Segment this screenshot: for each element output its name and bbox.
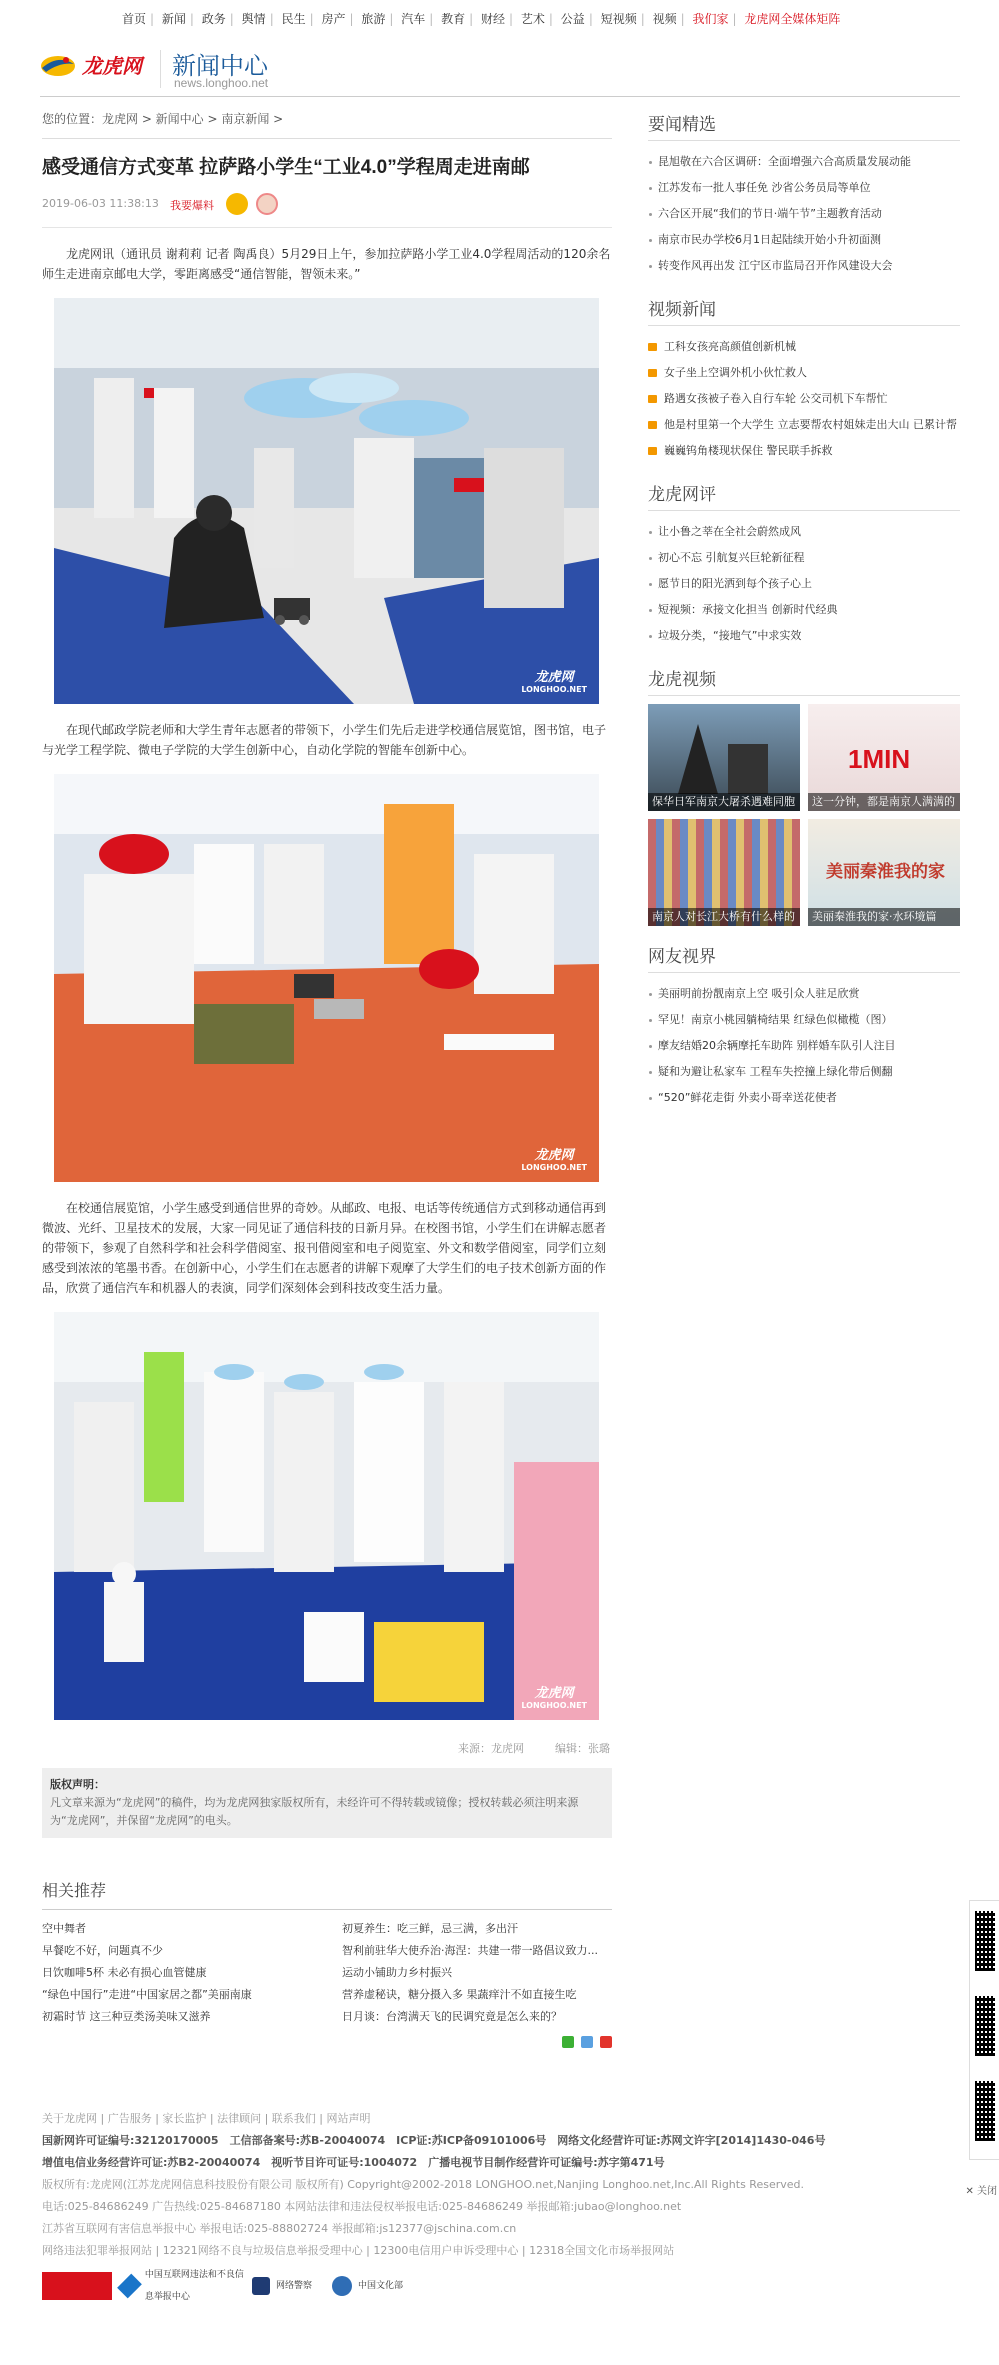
weibo-share-icon[interactable] <box>600 2036 612 2048</box>
share-bar <box>42 2036 612 2052</box>
video-thumb[interactable] <box>808 704 960 811</box>
mascot-avatar-icon[interactable] <box>256 193 278 215</box>
article-column <box>42 110 612 2052</box>
qr-code-strip <box>969 1900 999 2160</box>
divider <box>42 1909 612 1910</box>
article-paragraph: 在校通信展览馆，小学生感受到通信世界的奇妙。从邮政、电报、电话等传统通信方式到移动通信再到微波、光纤、卫星技术的发展，大家一同见证了通信科技的日新月异。在校图书馆，小学生们在讲解志愿者的带领下，参观了自然科学和社会科学借阅室、报刊借阅室和电子阅览室、外文和数学借阅室，同学们立刻感受到浓浓的笔墨书香。在创新中心，小学生们在志愿者的讲解下观摩了大学生们的电子技术创新方面的作品，欣赏了通信汽车和机器人的表演，同学们深刻体会到科技改变生活力量。 <box>42 1201 607 1295</box>
review-heading: 龙虎网评 <box>648 485 716 505</box>
related-item[interactable]: 初霜时节 这三种豆类汤美味又滋养 <box>42 2010 211 2023</box>
review-list <box>648 519 960 649</box>
news-list <box>648 149 960 279</box>
divider <box>648 510 960 511</box>
article-paragraph: 龙虎网讯（通讯员 谢莉莉 记者 陶禹良）5月29日上午，参加拉萨路小学工业4.0学程周活动的120余名师生走进南京邮电大学，零距离感受“通信智能，智领未来。” <box>42 247 611 281</box>
cyber-police-logo[interactable]: 网络警察 <box>252 2272 322 2300</box>
video-heading: 龙虎视频 <box>648 670 716 690</box>
video-news-item[interactable]: 工科女孩亮高颜值创新机械 <box>648 334 960 360</box>
nav-item[interactable]: 政务 <box>201 12 226 26</box>
article-photo-1 <box>54 298 599 704</box>
netizen-item[interactable]: “520”鲜花走街 外卖小哥幸送花使者 <box>648 1085 960 1111</box>
video-thumb[interactable] <box>808 819 960 926</box>
breadcrumb[interactable]: 您的位置：龙虎网 > 新闻中心 > 南京新闻 > <box>42 112 284 126</box>
header-divider <box>40 96 960 97</box>
photo-watermark: 龙虎网 LONGHOO.NET <box>521 1148 587 1172</box>
netizen-item[interactable]: 摩友结婚20余辆摩托车助阵 别样婚车队引人注目 <box>648 1033 960 1059</box>
qr-code-icon <box>975 2081 995 2141</box>
article-source <box>42 1740 612 1756</box>
police-icon <box>252 2277 270 2295</box>
related-item[interactable]: 初夏养生：吃三鲜，忌三满，多出汗 <box>342 1922 518 1935</box>
section-domain: news.longhoo.net <box>174 76 269 90</box>
report-link[interactable]: 我要爆料 <box>170 199 214 212</box>
license-line: 国新网许可证编号:32120170005 工信部备案号:苏B-20040074 ICP证:苏ICP备09101006号 网络文化经营许可证:苏网文许字[2014]1430-046号 <box>42 2134 826 2147</box>
nav-item[interactable]: 新闻 <box>161 12 186 26</box>
netizen-item[interactable]: 疑和为避让私家车 工程车失控撞上绿化带后侧翻 <box>648 1059 960 1085</box>
video-thumb[interactable] <box>648 819 800 926</box>
related-item[interactable]: 日饮咖啡5杯 未必有损心血管健康 <box>42 1966 207 1979</box>
related-item[interactable]: 智利前驻华大使乔治·海涅：共建一带一路倡议致力... <box>342 1944 598 1957</box>
nav-item[interactable]: 视频 <box>652 12 677 26</box>
publish-date: 2019-06-03 11:38:13 <box>42 197 159 210</box>
wechat-share-icon[interactable] <box>562 2036 574 2048</box>
video-news-item[interactable]: 路遇女孩被子卷入自行车轮 公交司机下车帮忙 <box>648 386 960 412</box>
divider <box>648 140 960 141</box>
video-news-list <box>648 334 960 464</box>
related-item[interactable]: 空中舞者 <box>42 1922 86 1935</box>
copyright-line: 版权所有:龙虎网(江苏龙虎网信息科技股份有限公司 版权所有) Copyright@2002-2018 LONGHOO.net,Nanjing Longhoo.net,Inc.All Rights Reserved. <box>42 2178 805 2191</box>
photo-electronics-table <box>54 774 599 1182</box>
report-center-logo[interactable]: 中国互联网违法和不良信息举报中心 <box>122 2272 252 2300</box>
divider <box>42 227 612 228</box>
related-item[interactable]: “绿色中国行”走进“中国家居之都”美丽南康 <box>42 1988 252 2001</box>
news-item[interactable]: 南京市民办学校6月1日起陆续开始小升初面测 <box>648 227 960 253</box>
news-item[interactable]: 六合区开展“我们的节日·端午节”主题教育活动 <box>648 201 960 227</box>
video-grid <box>648 704 960 926</box>
nav-item[interactable]: 旅游 <box>361 12 386 26</box>
news-item[interactable]: 转变作风再出发 江宁区市监局召开作风建设大会 <box>648 253 960 279</box>
video-thumb[interactable] <box>648 704 800 811</box>
related-item[interactable]: 运动小铺助力乡村振兴 <box>342 1966 452 1979</box>
video-caption: 美丽秦淮我的家·水环境篇 <box>808 908 960 926</box>
qr-close-button[interactable]: ✕ 关闭 <box>965 2186 997 2197</box>
divider <box>648 325 960 326</box>
review-item[interactable]: 让小鲁之莘在全社会蔚然成风 <box>648 519 960 545</box>
review-item[interactable]: 初心不忘 引航复兴巨轮新征程 <box>648 545 960 571</box>
nav-item[interactable]: 短视频 <box>600 12 637 26</box>
copyright-text: 凡文章来源为“龙虎网”的稿件，均为龙虎网独家版权所有，未经许可不得转载或镜像；授权转载必须注明来源为“龙虎网”，并保留“龙虎网”的电头。 <box>50 1796 579 1827</box>
tiger-logo-icon <box>40 50 76 78</box>
video-caption: 南京人对长江大桥有什么样的 <box>648 908 800 926</box>
video-caption: 保华日军南京大屠杀遇难同胞 <box>648 793 800 811</box>
video-news-item[interactable]: 巍巍钨角楼现状保住 警民联手拆救 <box>648 438 960 464</box>
site-logo[interactable] <box>40 42 340 94</box>
related-heading: 相关推荐 <box>42 1881 107 1900</box>
netizen-list <box>648 981 960 1111</box>
footer <box>42 2108 922 2302</box>
video-news-item[interactable]: 他是村里第一个大学生 立志要帮农村姐妹走出大山 已累计帮 <box>648 412 960 438</box>
nav-item-highlight[interactable]: 我们家 <box>692 12 729 26</box>
license-line: 增值电信业务经营许可证:苏B2-20040074 视听节目许可证号:1004072 广播电视节目制作经营许可证编号:苏字第471号 <box>42 2156 665 2169</box>
police-badge-icon[interactable] <box>42 2272 112 2300</box>
sidebar <box>648 110 960 1111</box>
nav-item[interactable]: 舆情 <box>241 12 266 26</box>
divider <box>648 695 960 696</box>
report-line: 江苏省互联网有害信息举报中心 举报电话:025-88802724 举报邮箱:js12377@jschina.com.cn <box>42 2222 517 2235</box>
nav-item[interactable]: 财经 <box>481 12 506 26</box>
copyright-title: 版权声明： <box>50 1778 105 1791</box>
section-title: 新闻中心 <box>172 53 268 80</box>
photo-watermark: 龙虎网 LONGHOO.NET <box>521 1686 587 1710</box>
copyright-notice <box>42 1768 612 1838</box>
nav-item-matrix[interactable]: 龙虎网全媒体矩阵 <box>744 12 841 26</box>
video-news-heading: 视频新闻 <box>648 300 716 320</box>
related-item[interactable]: 早餐吃不好，问题真不少 <box>42 1944 163 1957</box>
article-paragraph: 在现代邮政学院老师和大学生青年志愿者的带领下，小学生们先后走进学校通信展览馆，图书馆，电子与光学工程学院、微电子学院的大学生创新中心，自动化学院的智能车创新中心。 <box>42 723 607 757</box>
thumb-title: 美丽秦淮我的家 <box>826 862 945 882</box>
footer-logos <box>42 2272 922 2302</box>
related-list <box>42 1920 612 2026</box>
review-item[interactable]: 短视频：承接文化担当 创新时代经典 <box>648 597 960 623</box>
logo-divider <box>160 50 161 88</box>
logo-text: 龙虎网 <box>82 54 142 78</box>
video-caption: 这一分钟，都是南京人满满的 <box>808 793 960 811</box>
qzone-share-icon[interactable] <box>581 2036 593 2048</box>
contact-line: 电话:025-84686249 广告热线:025-84687180 本网站法律和违法侵权举报电话:025-84686249 举报邮箱:jubao@longhoo.net <box>42 2200 682 2213</box>
source-label: 来源：龙虎网 <box>458 1742 524 1755</box>
nav-item[interactable]: 房产 <box>321 12 346 26</box>
editor-label: 编辑：张璐 <box>555 1742 610 1755</box>
nav-item[interactable]: 教育 <box>441 12 466 26</box>
nav-item[interactable]: 艺术 <box>520 12 545 26</box>
review-item[interactable]: 愿节日的阳光洒到每个孩子心上 <box>648 571 960 597</box>
article-photo-3 <box>54 1312 599 1720</box>
report-sites-line: 网络违法犯罪举报网站 | 12321网络不良与垃圾信息举报受理中心 | 12300电信用户申诉受理中心 | 12318全国文化市场举报网站 <box>42 2244 675 2257</box>
related-item[interactable]: 营养虚秘诀，糖分摄入多 果蔬痒汁不如直接生吃 <box>342 1988 577 2001</box>
article-title: 感受通信方式变革 拉萨路小学生“工业4.0”学程周走进南邮 <box>42 157 530 178</box>
divider <box>648 972 960 973</box>
news-item[interactable]: 昆旭敬在六合区调研：全面增强六合高质量发展动能 <box>648 149 960 175</box>
photo-watermark: 龙虎网 LONGHOO.NET <box>521 670 587 694</box>
article-photo-2 <box>54 774 599 1182</box>
report-center-icon <box>117 2274 142 2299</box>
nav-item[interactable]: 民生 <box>281 12 306 26</box>
divider <box>42 138 612 139</box>
culture-ministry-logo[interactable]: 中国文化部 <box>332 2272 432 2300</box>
nav-item[interactable]: 公益 <box>560 12 585 26</box>
photo-classroom-robot <box>54 298 599 704</box>
news-heading: 要闻精选 <box>648 115 716 135</box>
nav-item[interactable]: 首页 <box>122 12 147 26</box>
article-meta <box>42 191 612 219</box>
thumb-title: 1MIN <box>848 744 911 774</box>
footer-links[interactable]: 关于龙虎网 | 广告服务 | 家长监护 | 法律顾问 | 联系我们 | 网站声明 <box>42 2112 371 2125</box>
photo-robot-show <box>54 1312 599 1720</box>
top-nav: 首页 | 新闻 | 政务 | 舆情 | 民生 | 房产 | 旅游 | 汽车 | 教育 | 财经 | 艺术 | 公益 | 短视频 | 视频 | 我们家 | 龙虎网全媒体矩阵 <box>118 10 798 30</box>
qr-code-icon <box>975 1911 995 1971</box>
netizen-heading: 网友视界 <box>648 947 716 967</box>
review-item[interactable]: 垃圾分类，“接地气”中求实效 <box>648 623 960 649</box>
culture-ministry-icon <box>332 2276 352 2296</box>
netizen-item[interactable]: 罕见！南京小桃园躺椅结果 红绿色似橄榄（图） <box>648 1007 960 1033</box>
qr-code-icon <box>975 1996 995 2056</box>
video-news-item[interactable]: 女子坐上空调外机小伙忙救人 <box>648 360 960 386</box>
nav-item[interactable]: 汽车 <box>401 12 426 26</box>
netizen-item[interactable]: 美丽明前扮靓南京上空 吸引众人驻足欣赏 <box>648 981 960 1007</box>
related-item[interactable]: 日月谈：台湾满天飞的民调究竟是怎么来的？ <box>342 2010 562 2023</box>
news-item[interactable]: 江苏发布一批人事任免 沙省公务员局等单位 <box>648 175 960 201</box>
report-avatar-icon[interactable] <box>226 193 248 215</box>
